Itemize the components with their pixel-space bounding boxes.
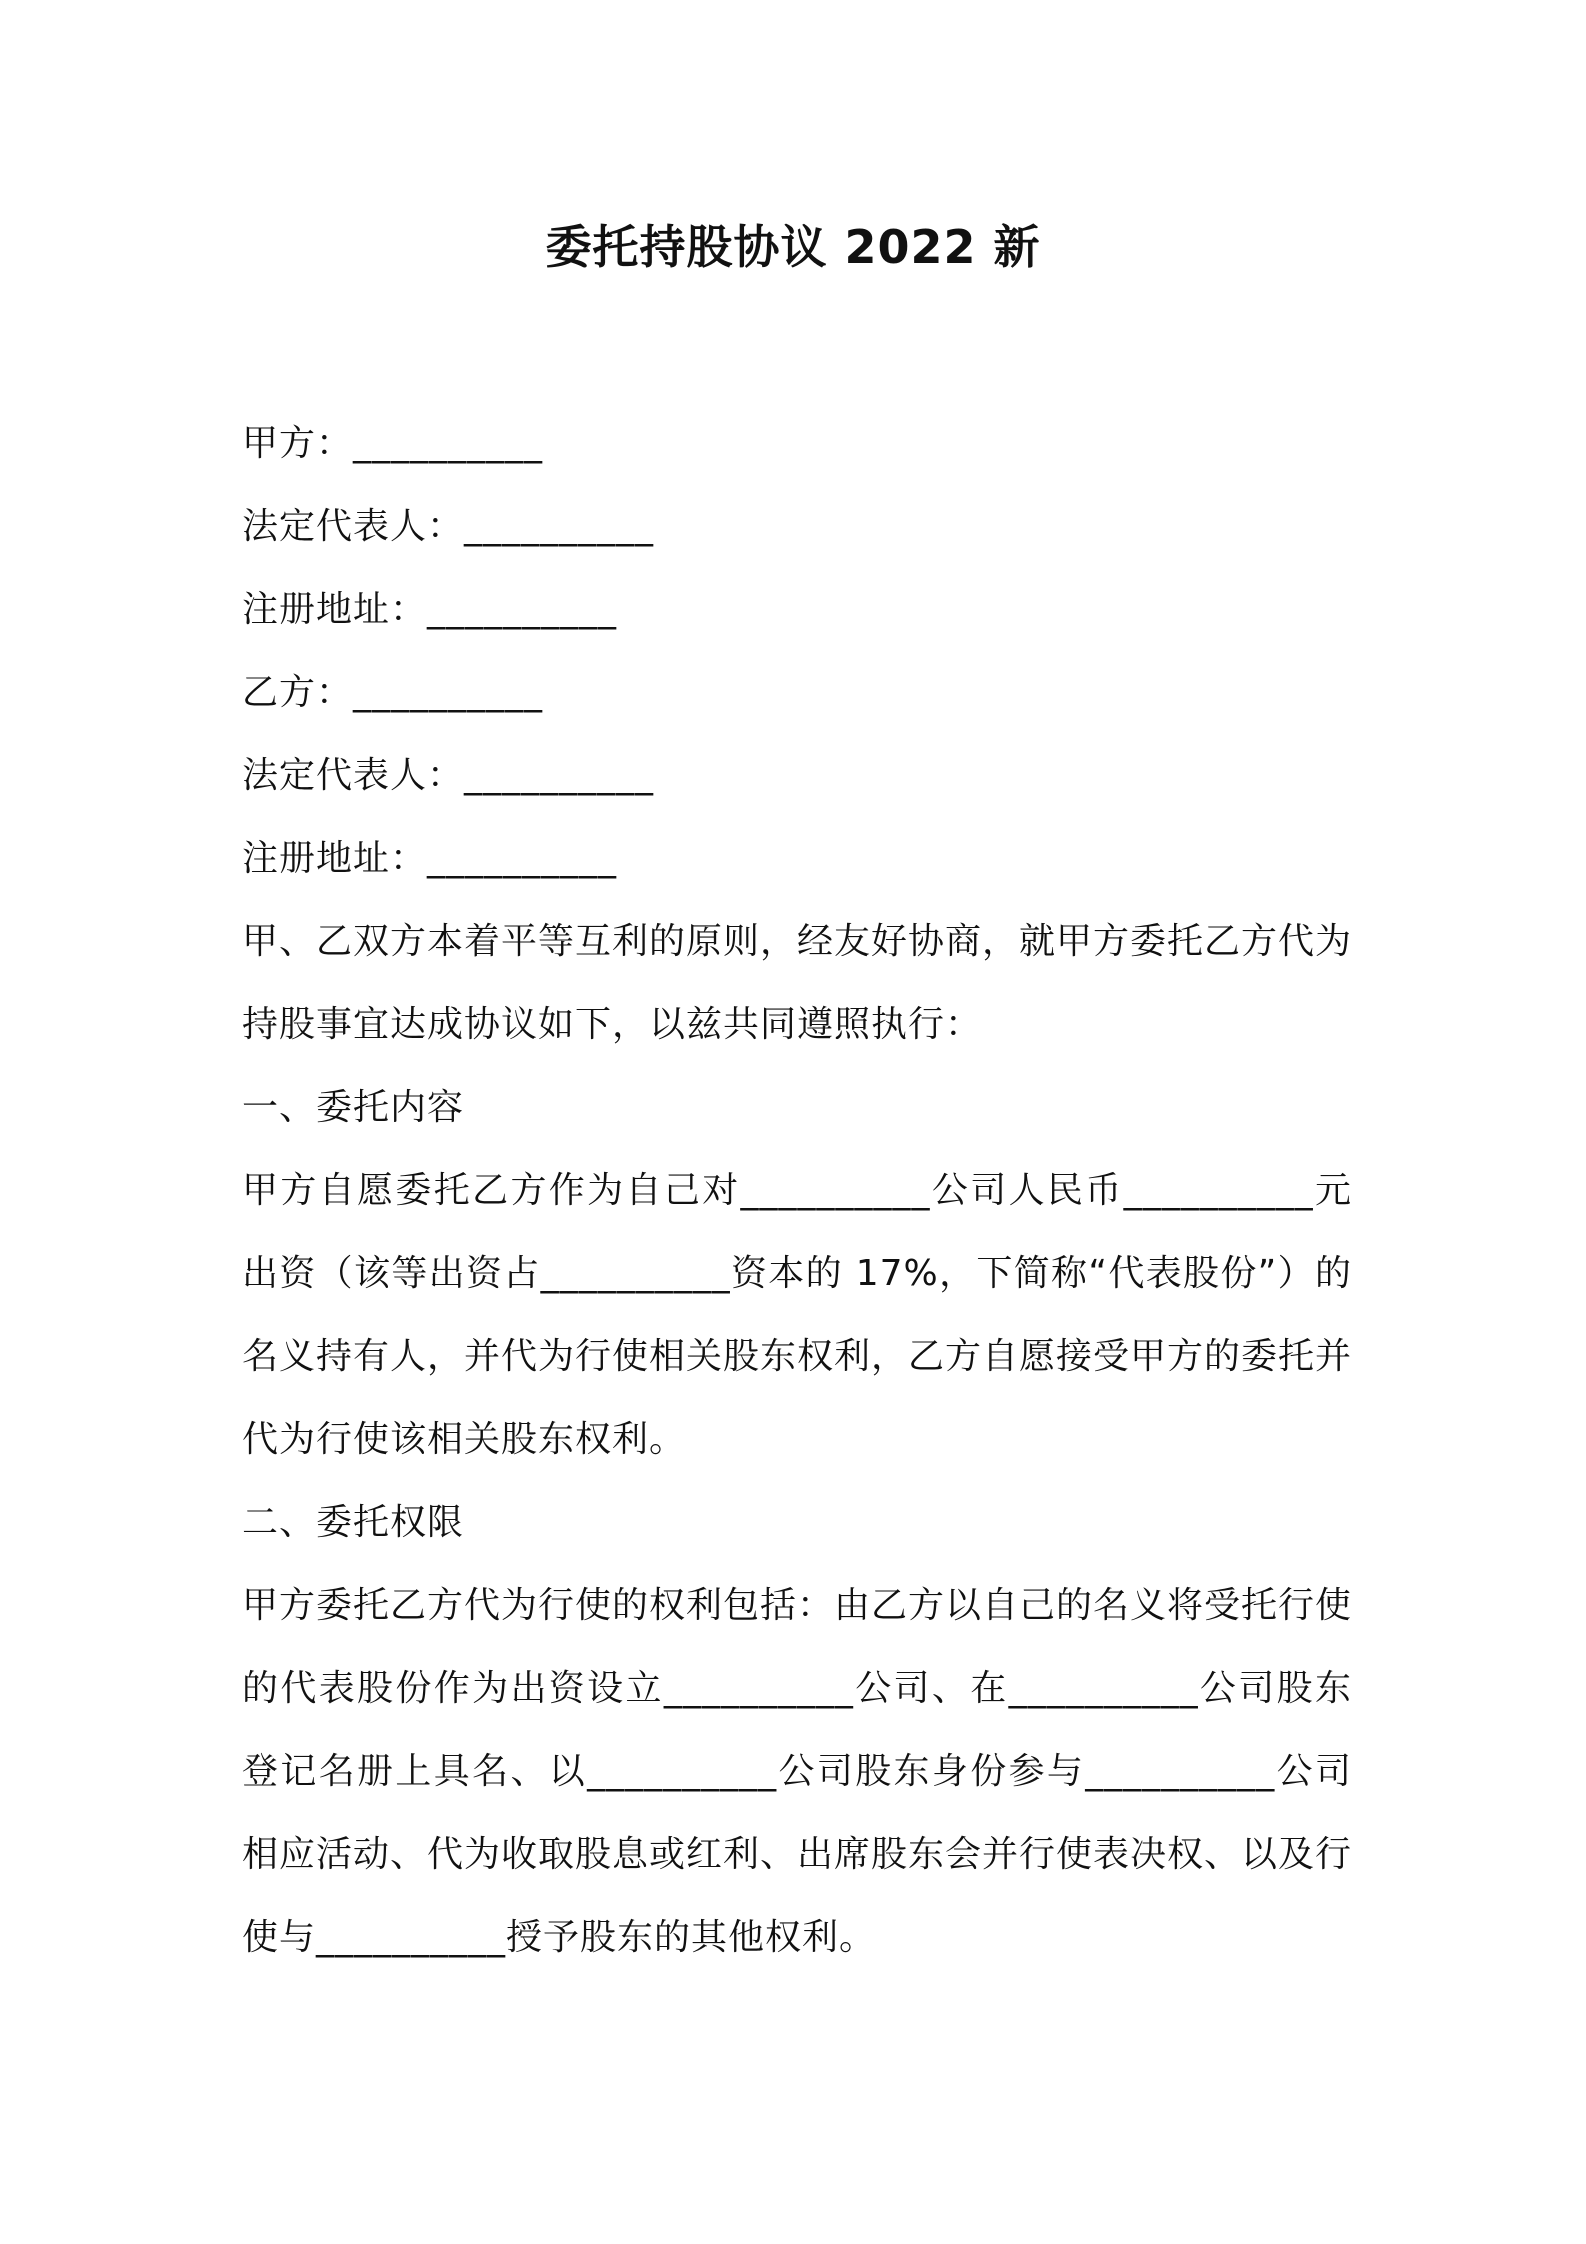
party-b-address: 注册地址：__________ — [242, 838, 618, 879]
section-body-entrustment-content: 甲方自愿委托乙方作为自己对__________公司人民币__________元出资（该等出资占__________资本的 17%，下简称“代表股份”）的名义持有人，并代为行使相关股东权利，乙方自愿接受甲方的委托并代为行使该相关股东权利。 — [242, 1170, 1353, 1460]
party-a-legal-rep: 法定代表人：__________ — [242, 506, 655, 547]
document-body — [242, 402, 1352, 1979]
party-b-name: 乙方：__________ — [242, 672, 544, 713]
section-heading-entrustment-authority: 二、委托权限 — [242, 1502, 465, 1543]
document-title: 委托持股协议 2022 新 — [545, 220, 1041, 274]
section-body-entrustment-authority: 甲方委托乙方代为行使的权利包括：由乙方以自己的名义将受托行使的代表股份作为出资设立__________公司、在__________公司股东登记名册上具名、以__________公司股东身份参与__________公司相应活动、代为收取股息或红利、出席股东会并行使表决权、以及行使与__________授予股东的其他权利。 — [242, 1585, 1353, 1958]
party-a-name: 甲方：__________ — [242, 423, 544, 464]
party-b-legal-rep: 法定代表人：__________ — [242, 755, 655, 796]
party-a-address: 注册地址：__________ — [242, 589, 618, 630]
intro-paragraph: 甲、乙双方本着平等互利的原则，经友好协商，就甲方委托乙方代为持股事宜达成协议如下，以兹共同遵照执行： — [242, 921, 1353, 1045]
section-heading-entrustment-content: 一、委托内容 — [242, 1087, 465, 1128]
